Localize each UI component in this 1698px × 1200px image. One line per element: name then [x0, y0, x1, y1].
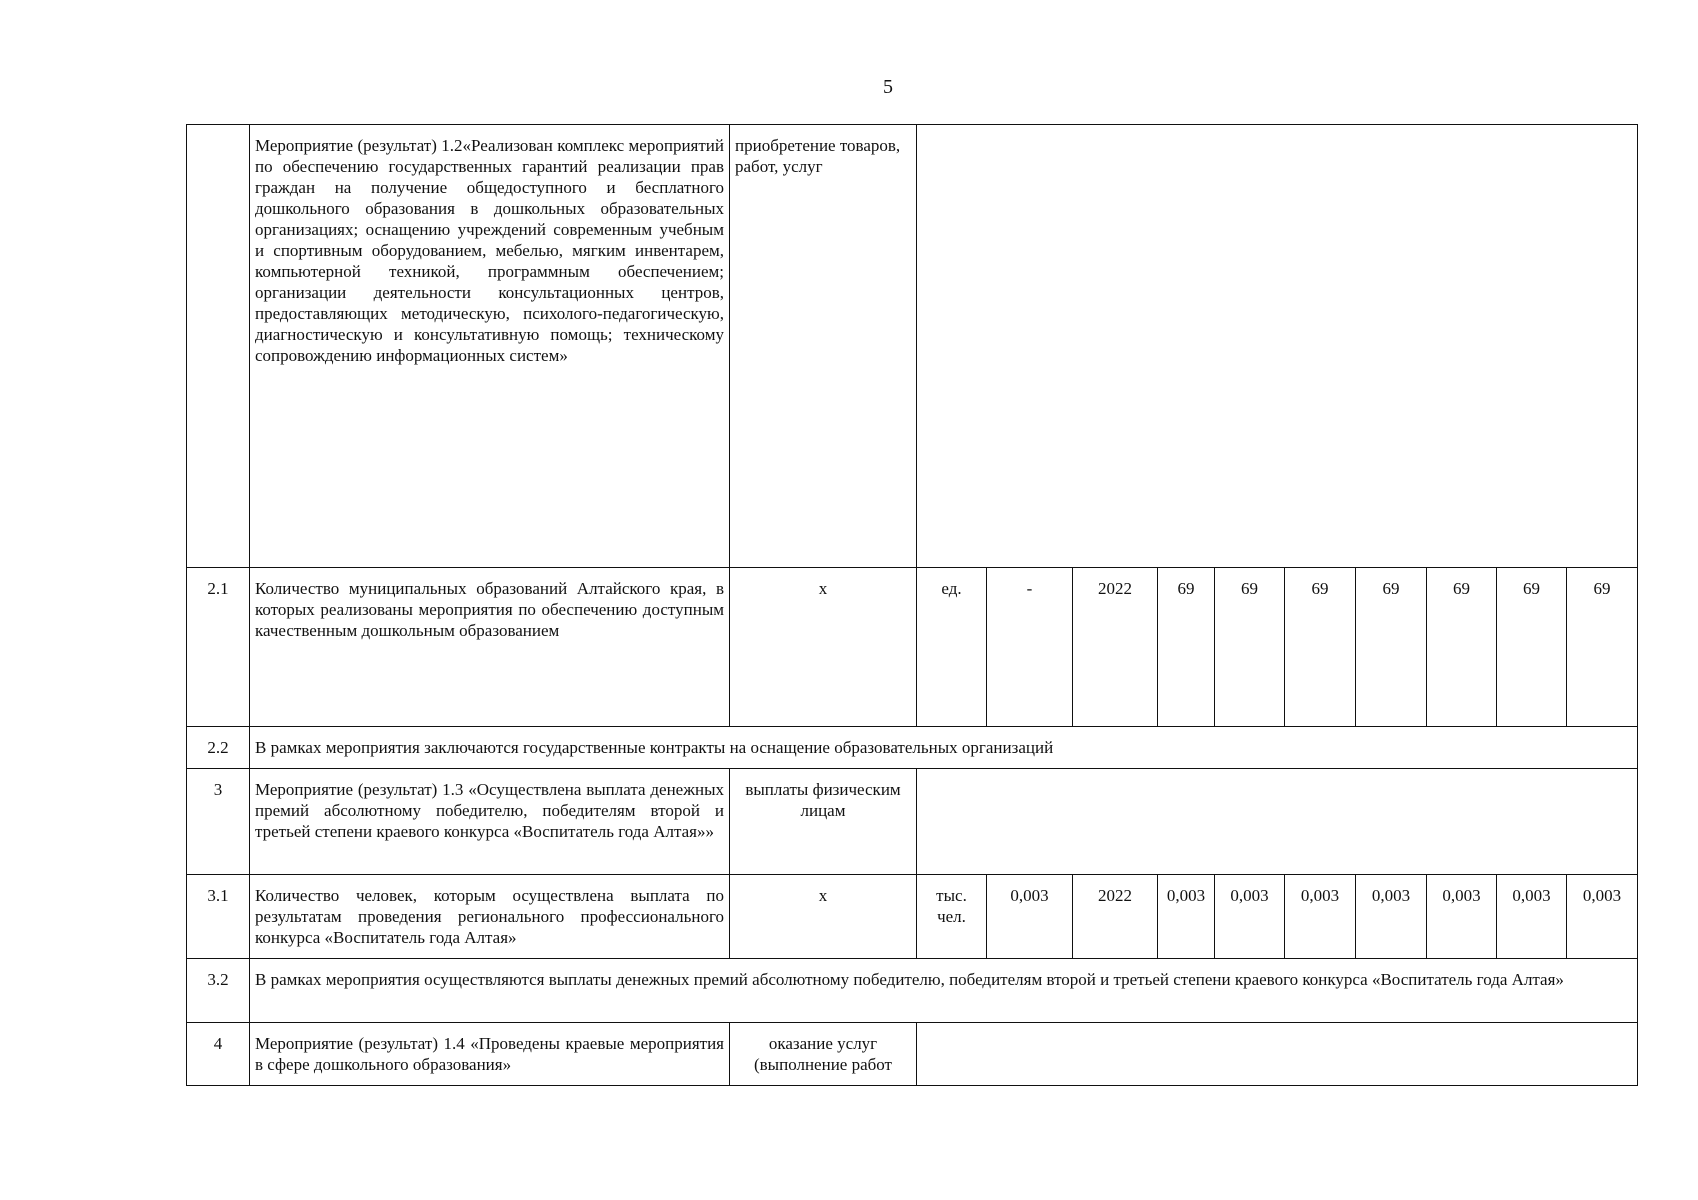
value-cell: 0,003	[1567, 875, 1638, 959]
row-number: 3	[187, 769, 250, 875]
row-note: В рамках мероприятия осуществляются выплаты денежных премий абсолютному победителю, победителям второй и третьей степени краевого конкурса «Воспитатель года Алтая»	[250, 959, 1638, 1023]
table-row	[187, 769, 1638, 875]
base-value: 0,003	[987, 875, 1073, 959]
row-number	[187, 125, 250, 568]
unit-of-measure: тыс. чел.	[917, 875, 987, 959]
row-number: 2.1	[187, 568, 250, 727]
indicator-mark: х	[730, 875, 917, 959]
value-cell: 69	[1567, 568, 1638, 727]
table-row	[187, 727, 1638, 769]
indicators-table	[186, 124, 1638, 1086]
value-cell: 0,003	[1356, 875, 1427, 959]
row-note: В рамках мероприятия заключаются государственные контракты на оснащение образовательных организаций	[250, 727, 1638, 769]
table-row	[187, 959, 1638, 1023]
row-number: 2.2	[187, 727, 250, 769]
event-description: Мероприятие (результат) 1.4 «Проведены краевые мероприятия в сфере дошкольного образования»	[250, 1023, 730, 1086]
value-cell: 69	[1215, 568, 1285, 727]
empty-cell	[917, 1023, 1638, 1086]
row-number: 3.1	[187, 875, 250, 959]
value-cell: 0,003	[1158, 875, 1215, 959]
value-cell: 69	[1285, 568, 1356, 727]
value-cell: 0,003	[1427, 875, 1497, 959]
row-number: 4	[187, 1023, 250, 1086]
table-row	[187, 568, 1638, 727]
expense-type: приобретение товаров, работ, услуг	[730, 125, 917, 568]
table-row	[187, 875, 1638, 959]
indicator-name: Количество муниципальных образований Алтайского края, в которых реализованы мероприятия по обеспечению доступным качественным дошкольным образованием	[250, 568, 730, 727]
base-value: -	[987, 568, 1073, 727]
row-number: 3.2	[187, 959, 250, 1023]
indicator-mark: х	[730, 568, 917, 727]
value-cell: 69	[1497, 568, 1567, 727]
expense-type: оказание услуг (выполнение работ	[730, 1023, 917, 1086]
value-cell: 69	[1158, 568, 1215, 727]
table-row	[187, 125, 1638, 568]
event-description: Мероприятие (результат) 1.3 «Осуществлена выплата денежных премий абсолютному победителю, победителям второй и третьей степени краевого конкурса «Воспитатель года Алтая»»	[250, 769, 730, 875]
base-year: 2022	[1073, 875, 1158, 959]
base-year: 2022	[1073, 568, 1158, 727]
unit-of-measure: ед.	[917, 568, 987, 727]
empty-cell	[917, 125, 1638, 568]
page-number: 5	[883, 76, 893, 98]
expense-type: выплаты физическим лицам	[730, 769, 917, 875]
value-cell: 69	[1356, 568, 1427, 727]
value-cell: 69	[1427, 568, 1497, 727]
value-cell: 0,003	[1497, 875, 1567, 959]
table-row	[187, 1023, 1638, 1086]
event-description: Мероприятие (результат) 1.2«Реализован комплекс мероприятий по обеспечению государственных гарантий реализации прав граждан на получение общедоступного и бесплатного дошкольного образования в дошкольных образовательных организациях; оснащению учреждений современным учебным и спортивным оборудованием, мебелью, мягким инвентарем, компьютерной техникой, программным обеспечением; организации деятельности консультационных центров, предоставляющих методическую, психолого-педагогическую, диагностическую и консультативную помощь; техническому сопровождению информационных систем»	[250, 125, 730, 568]
indicator-name: Количество человек, которым осуществлена выплата по результатам проведения регионального профессионального конкурса «Воспитатель года Алтая»	[250, 875, 730, 959]
empty-cell	[917, 769, 1638, 875]
value-cell: 0,003	[1215, 875, 1285, 959]
value-cell: 0,003	[1285, 875, 1356, 959]
